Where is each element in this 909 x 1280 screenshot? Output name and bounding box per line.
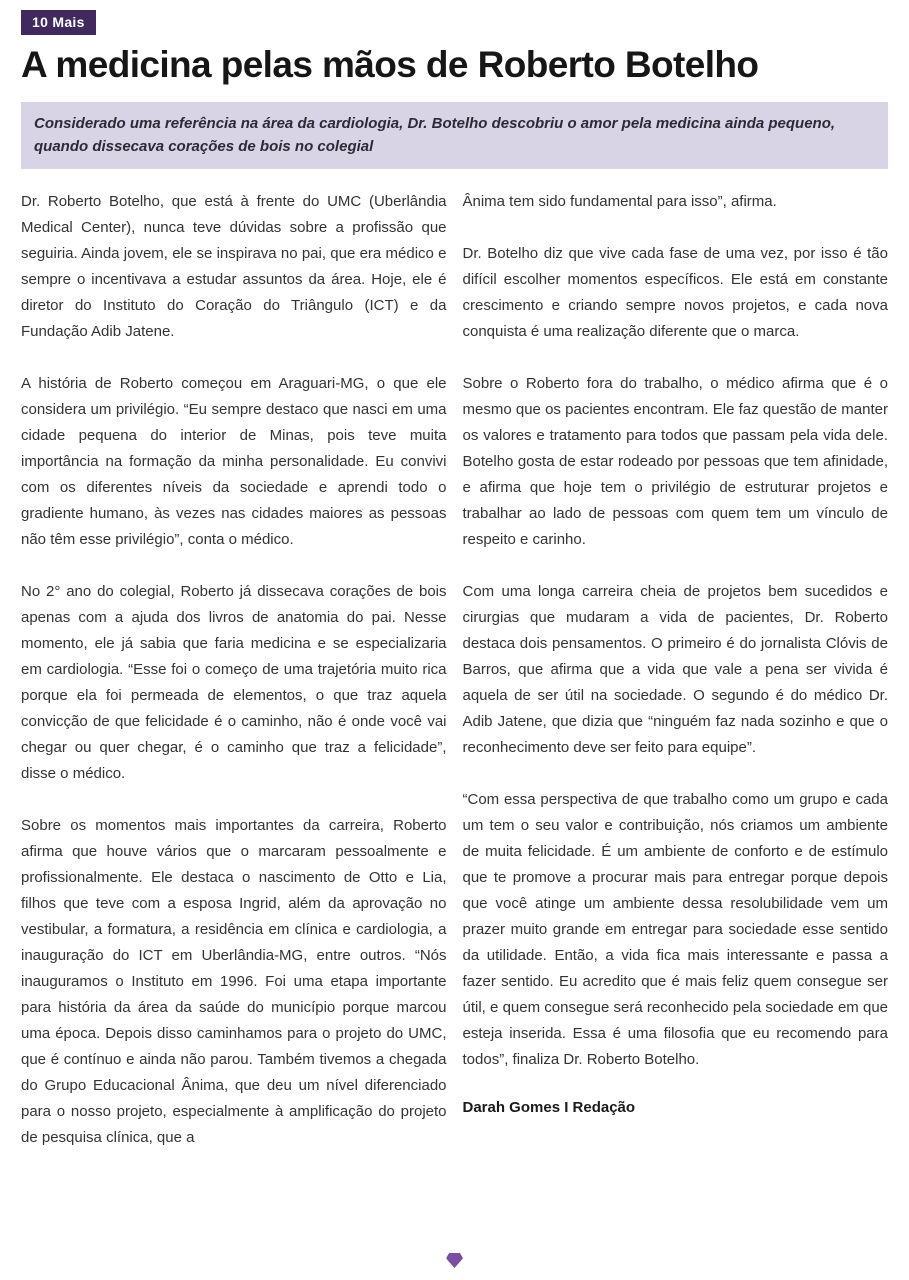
article-title: A medicina pelas mãos de Roberto Botelho (21, 44, 759, 85)
article-paragraph: Sobre o Roberto fora do trabalho, o médico afirma que é o mesmo que os pacientes encontram. Ele faz questão de manter os valores e tratamento para todos que passam pela vida dele. Botelho gosta de estar rodeado por pessoas que tem afinidade, e afirma que hoje tem o privilégio de estruturar projetos e trabalhar ao lado de pessoas com quem tem um vínculo de respeito e carinho. (462, 375, 888, 549)
article-paragraph: No 2° ano do colegial, Roberto já dissecava corações de bois apenas com a ajuda dos livros de anatomia do pai. Nesse momento, ele já sabia que faria medicina e se especializaria em cardiologia. “Esse foi o começo de uma trajetória muito rica porque ela foi permeada de elementos, o que traz aquela convicção de que felicidade é o caminho, não é onde você vai chegar ou quer chegar, é o caminho que traz a felicidade”, disse o médico. (21, 583, 447, 783)
left-column (21, 189, 447, 1177)
article-paragraph: Dr. Roberto Botelho, que está à frente do UMC (Uberlândia Medical Center), nunca teve dúvidas sobre a profissão que seguiria. Ainda jovem, ele se inspirava no pai, que era médico e sempre o incentivava a estudar assuntos da área. Hoje, ele é diretor do Instituto do Coração do Triângulo (ICT) e da Fundação Adib Jatene. (21, 193, 447, 341)
byline: Darah Gomes I Redação (462, 1099, 636, 1117)
left-column-paragraphs (21, 189, 447, 1151)
article-paragraph: Ânima tem sido fundamental para isso”, afirma. (462, 193, 777, 211)
article-paragraph: Com uma longa carreira cheia de projetos bem sucedidos e cirurgias que mudaram a vida de pacientes, Dr. Roberto destaca dois pensamentos. O primeiro é do jornalista Clóvis de Barros, que afirma que a vida que vale a pena ser vivida é aquela de ser útil na sociedade. O segundo é do médico Dr. Adib Jatene, que dizia que “ninguém faz nada sozinho e que o reconhecimento deve ser feito para equipe”. (462, 583, 888, 757)
article-paragraph: Dr. Botelho diz que vive cada fase de uma vez, por isso é tão difícil escolher momentos específicos. Ele está em constante crescimento e criando sempre novos projetos, e cada nova conquista é uma realização diferente que o marca. (462, 245, 888, 341)
footer-logo-mark (446, 1253, 463, 1268)
article-body (21, 189, 888, 1177)
section-badge: 10 Mais (21, 10, 96, 35)
article-paragraph: A história de Roberto começou em Araguari-MG, o que ele considera um privilégio. “Eu sempre destaco que nasci em uma cidade pequena do interior de Minas, pois teve muita importância na formação da minha personalidade. Eu convivi com os diferentes níveis da sociedade e aprendi todo o gradiente humano, às vezes nas cidades maiores as pessoas não têm esse privilégio”, conta o médico. (21, 375, 447, 549)
right-column-paragraphs (463, 189, 889, 1073)
right-column (463, 189, 889, 1177)
article-paragraph: Sobre os momentos mais importantes da carreira, Roberto afirma que houve vários que o marcaram pessoalmente e profissionalmente. Ele destaca o nascimento de Otto e Lia, filhos que teve com a esposa Ingrid, além da aprovação no vestibular, a formatura, a residência em clínica e cardiologia, a inauguração do ICT em Uberlândia-MG, entre outros. “Nós inauguramos o Instituto em 1996. Foi uma etapa importante para história da área da saúde do município porque marcou uma época. Depois disso caminhamos para o projeto do UMC, que é contínuo e ainda não parou. Também tivemos a chegada do Grupo Educacional Ânima, que deu um nível diferenciado para o nosso projeto, especialmente à amplificação do projeto de pesquisa clínica, que a (21, 817, 447, 1147)
article-paragraph: “Com essa perspectiva de que trabalho como um grupo e cada um tem o seu valor e contribuição, nós criamos um ambiente de muita felicidade. É um ambiente de conforto e de estímulo que te promove a procurar mais para entregar porque depois que você atinge um ambiente dessa resolubilidade vem um prazer muito grande em entregar para sociedade esse sentido da utilidade. Então, a vida fica mais interessante e passa a fazer sentido. Eu acredito que é mais feliz quem consegue ser útil, e quem consegue será reconhecido pela sociedade em que esteja inserida. Essa é uma filosofia que eu recomendo para todos”, finaliza Dr. Roberto Botelho. (462, 791, 888, 1069)
article-subtitle: Considerado uma referência na área da cardiologia, Dr. Botelho descobriu o amor pela medicina ainda pequeno, quando dissecava corações de bois no colegial (21, 102, 888, 170)
